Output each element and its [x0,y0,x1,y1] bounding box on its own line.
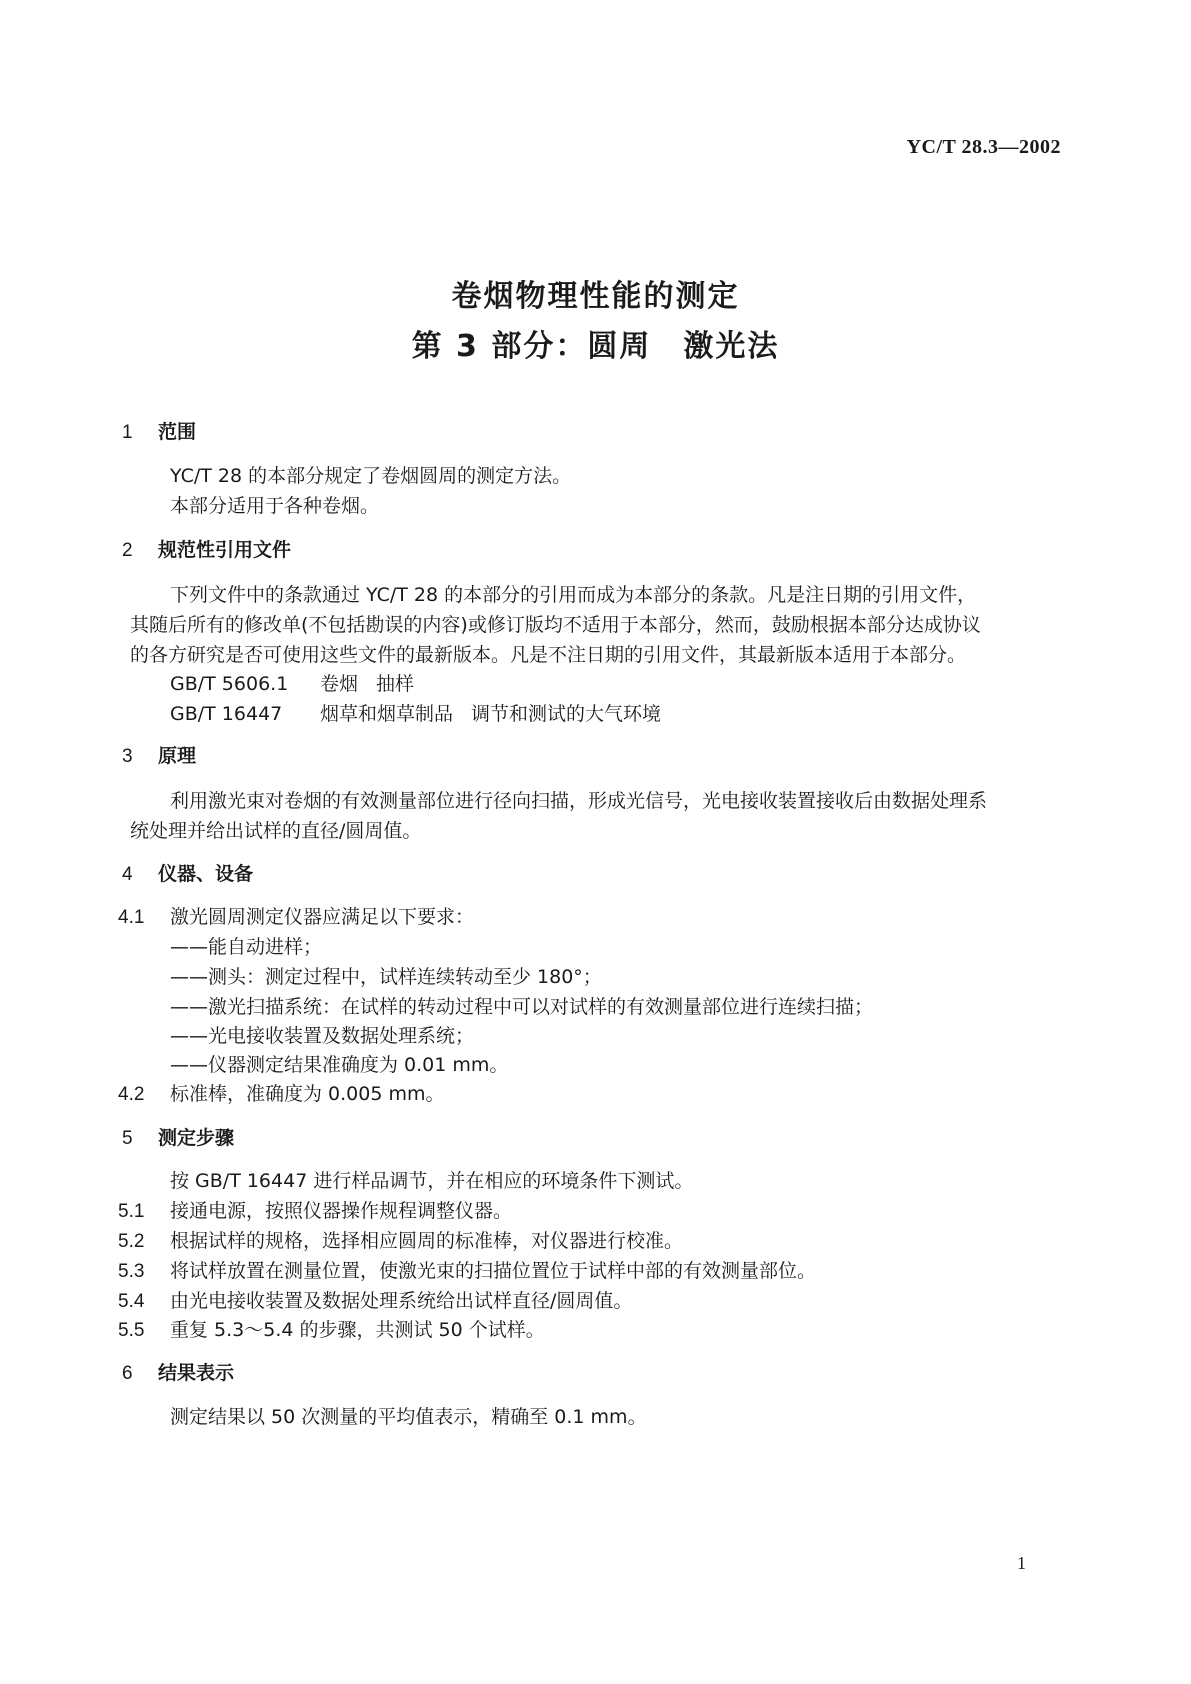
section-5-heading [122,1124,234,1153]
section-number: 2 [122,540,133,561]
clause-5-1 [118,1197,512,1226]
reference-code: GB/T 5606.1 [170,673,289,695]
clause-4-1 [118,903,474,932]
section-2-text-line: 的各方研究是否可使用这些文件的最新版本。凡是不注日期的引用文件，其最新版本适用于本部分。 [130,644,967,666]
clause-4-2 [118,1080,445,1109]
document-title [0,272,1191,372]
requirement-item: ——激光扫描系统：在试样的转动过程中可以对试样的有效测量部位进行连续扫描； [170,996,874,1018]
section-number: 4 [122,864,133,885]
clause-5-5 [118,1316,545,1345]
reference-title: 烟草和烟草制品 [320,703,454,725]
clause-number: 4.2 [118,1084,145,1105]
section-1-heading [122,418,196,447]
section-title: 原理 [158,745,197,767]
section-title: 测定步骤 [158,1127,235,1149]
clause-text: 根据试样的规格，选择相应圆周的标准棒，对仪器进行校准。 [170,1230,684,1252]
section-number: 1 [122,422,133,443]
standard-code: YC/T 28.3—2002 [906,136,1061,158]
section-title: 规范性引用文件 [158,539,292,561]
reference-title: 调节和测试的大气环境 [471,703,662,725]
clause-text: 激光圆周测定仪器应满足以下要求： [170,906,475,928]
clause-text: 重复 5.3～5.4 的步骤，共测试 50 个试样。 [170,1319,545,1341]
section-6-paragraph: 测定结果以 50 次测量的平均值表示，精确至 0.1 mm。 [170,1406,647,1428]
section-number: 5 [122,1128,133,1149]
section-5-paragraph: 按 GB/T 16447 进行样品调节，并在相应的环境条件下测试。 [170,1170,694,1192]
section-title: 范围 [158,421,197,443]
clause-text: 接通电源，按照仪器操作规程调整仪器。 [170,1200,513,1222]
requirement-item: ——光电接收装置及数据处理系统； [170,1025,475,1047]
title-line-1: 卷烟物理性能的测定 [451,279,740,314]
reference-title: 卷烟 [320,673,359,695]
section-3-text-line: 利用激光束对卷烟的有效测量部位进行径向扫描，形成光信号，光电接收装置接收后由数据处理系 [170,790,988,812]
reference-title: 抽样 [376,673,415,695]
reference-entry [170,700,661,728]
section-2-text-line: 下列文件中的条款通过 YC/T 28 的本部分的引用而成为本部分的条款。凡是注日期的引用文件， [170,584,977,606]
section-number: 3 [122,746,133,767]
reference-entry [170,670,414,698]
clause-number: 5.4 [118,1291,145,1312]
clause-number: 5.1 [118,1201,145,1222]
clause-text: 由光电接收装置及数据处理系统给出试样直径/圆周值。 [170,1290,633,1312]
section-6-heading [122,1359,234,1388]
requirement-item: ——能自动进样； [170,936,323,958]
section-title: 仪器、设备 [158,863,254,885]
section-2-text-line: 其随后所有的修改单(不包括勘误的内容)或修订版均不适用于本部分，然而，鼓励根据本部分达成协议 [130,614,981,636]
clause-number: 5.5 [118,1320,145,1341]
section-3-heading [122,742,196,771]
requirement-item: ——仪器测定结果准确度为 0.01 mm。 [170,1054,509,1076]
page-number: 1 [1017,1553,1026,1573]
clause-number: 5.2 [118,1231,145,1252]
section-number: 6 [122,1363,133,1384]
clause-number: 5.3 [118,1261,145,1282]
section-4-heading [122,860,253,889]
section-title: 结果表示 [158,1362,235,1384]
requirement-item: ——测头：测定过程中，试样连续转动至少 180°； [170,966,602,988]
clause-text: 标准棒，准确度为 0.005 mm。 [170,1083,445,1105]
clause-5-3 [118,1257,816,1286]
section-3-text-line: 统处理并给出试样的直径/圆周值。 [130,820,422,842]
title-line-2: 第 3 部分：圆周 激光法 [411,329,780,364]
reference-code: GB/T 16447 [170,703,283,725]
clause-number: 4.1 [118,907,145,928]
clause-5-4 [118,1287,632,1316]
clause-5-2 [118,1227,683,1256]
section-1-paragraph-1: YC/T 28 的本部分规定了卷烟圆周的测定方法。 [170,465,572,487]
clause-text: 将试样放置在测量位置，使激光束的扫描位置位于试样中部的有效测量部位。 [170,1260,817,1282]
section-1-paragraph-2: 本部分适用于各种卷烟。 [170,495,380,517]
section-2-heading [122,536,291,565]
